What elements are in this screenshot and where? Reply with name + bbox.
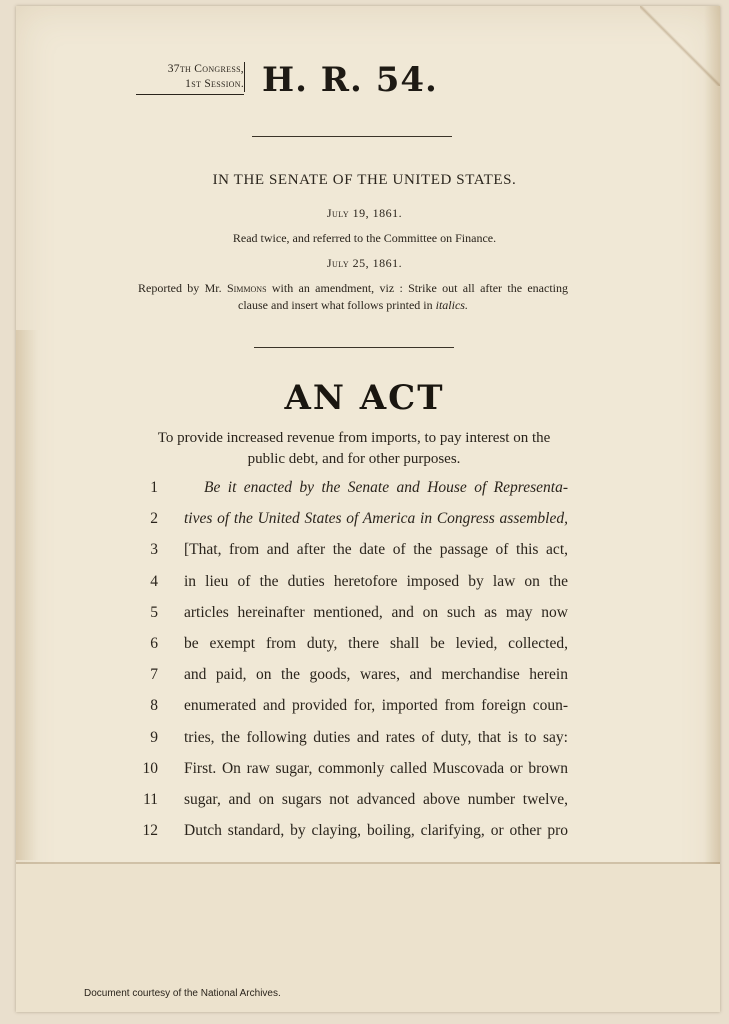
act-line bbox=[138, 601, 568, 625]
referral-note: Read twice, and referred to the Committee on Finance. bbox=[232, 231, 497, 245]
reported-prefix: Reported by Mr. bbox=[138, 281, 222, 295]
date-reported: July 25, 1861. bbox=[326, 256, 403, 270]
line-text: Be it enacted by the Senate and House of Representa- bbox=[204, 479, 568, 496]
divider-rule-top bbox=[252, 136, 452, 137]
reported-italic: italics. bbox=[435, 298, 468, 312]
reported-name: Simmons bbox=[226, 281, 267, 295]
act-title: AN ACT bbox=[284, 378, 445, 418]
reported-note bbox=[138, 280, 568, 314]
line-text: articles hereinafter mentioned, and on such as may now bbox=[184, 603, 568, 621]
chamber-heading: IN THE SENATE OF THE UNITED STATES. bbox=[212, 172, 517, 188]
line-text: First. On raw sugar, commonly called Muscovada or brown bbox=[184, 759, 568, 777]
act-line bbox=[138, 507, 568, 531]
line-number: 11 bbox=[143, 791, 158, 808]
line-number: 2 bbox=[150, 510, 158, 528]
line-number: 9 bbox=[150, 728, 158, 746]
act-line bbox=[138, 570, 568, 594]
act-line bbox=[138, 694, 568, 718]
line-text: in lieu of the duties heretofore imposed by law on the bbox=[184, 572, 568, 590]
line-text: and paid, on the goods, wares, and merchandise herein bbox=[184, 666, 568, 684]
reported-rest: with an amendment, viz : Strike out all after the enacting clause and insert what follows printed in bbox=[238, 281, 569, 312]
line-text: Dutch standard, by claying, boiling, clarifying, or other pro bbox=[184, 822, 568, 840]
fold-line bbox=[16, 862, 720, 864]
act-line bbox=[138, 538, 568, 562]
line-text: enumerated and provided for, imported from foreign coun- bbox=[184, 697, 568, 715]
line-number: 8 bbox=[150, 697, 158, 715]
line-number: 5 bbox=[150, 603, 158, 621]
archive-credit: Document courtesy of the National Archives. bbox=[84, 988, 281, 999]
line-text: [That, from and after the date of the passage of this act, bbox=[184, 541, 568, 559]
act-purpose: To provide increased revenue from imports, to pay interest on the public debt, and for other purposes. bbox=[157, 430, 551, 467]
session-label: 1st Session. bbox=[185, 78, 244, 90]
act-line bbox=[138, 788, 568, 812]
folded-corner bbox=[640, 6, 720, 86]
act-line bbox=[138, 476, 568, 500]
line-number: 10 bbox=[142, 759, 158, 777]
line-number: 6 bbox=[150, 635, 158, 652]
act-line bbox=[138, 726, 568, 750]
congress-label: 37th Congress, bbox=[167, 63, 244, 75]
session-underline bbox=[136, 94, 244, 95]
line-text: be exempt from duty, there shall be levied, collected, bbox=[184, 635, 568, 652]
act-line bbox=[138, 819, 568, 843]
line-number: 1 bbox=[150, 479, 158, 496]
line-number: 12 bbox=[142, 822, 158, 840]
act-line bbox=[138, 757, 568, 781]
act-line bbox=[138, 663, 568, 687]
congress-session-block bbox=[136, 62, 245, 92]
line-text: tries, the following duties and rates of duty, that is to say: bbox=[184, 728, 568, 746]
line-number: 3 bbox=[150, 541, 158, 559]
date-read: July 19, 1861. bbox=[326, 206, 403, 220]
line-text: tives of the United States of America in Congress assembled, bbox=[184, 510, 568, 528]
bill-number: H. R. 54. bbox=[262, 60, 438, 100]
line-number: 4 bbox=[150, 572, 158, 590]
line-text: sugar, and on sugars not advanced above number twelve, bbox=[184, 791, 568, 808]
divider-rule-middle bbox=[254, 347, 454, 348]
line-number: 7 bbox=[150, 666, 158, 684]
act-line bbox=[138, 632, 568, 656]
